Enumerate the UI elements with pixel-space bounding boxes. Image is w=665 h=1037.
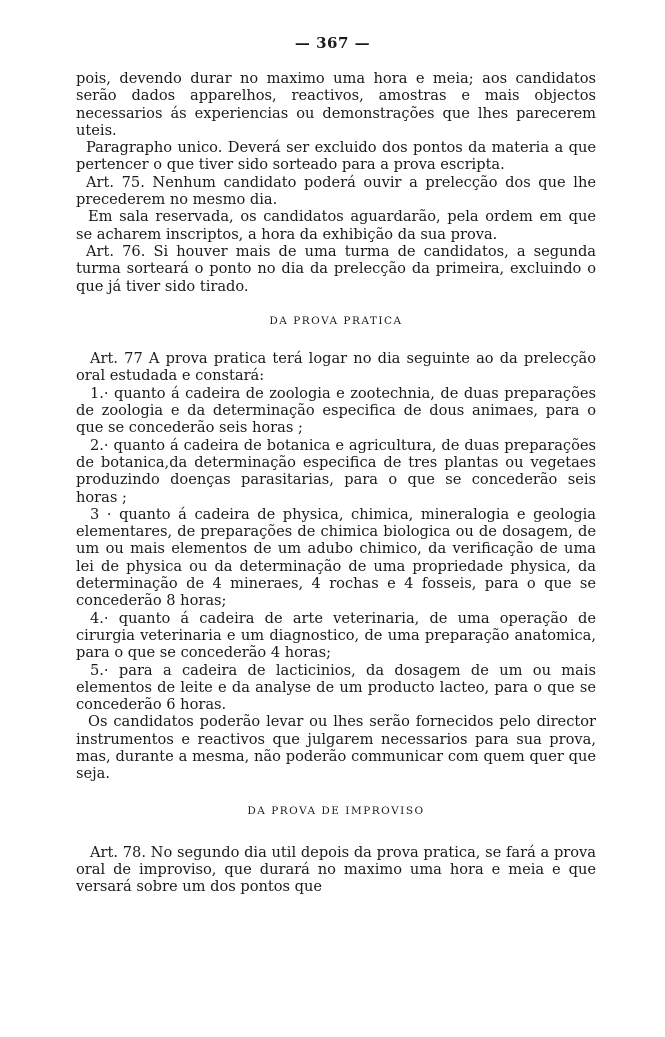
section-heading: DA PROVA PRATICA bbox=[269, 314, 403, 327]
paragraph: Art. 78. No segundo dia util depois da prova pratica, se fará a prova oral de improviso, que durará no maximo uma hora e meia e que versará sobre um dos pontos que bbox=[76, 843, 596, 896]
paragraph: Art. 75. Nenhum candidato poderá ouvir a prelecção dos que lhe precederem no mesmo dia. bbox=[76, 173, 596, 209]
section-heading: DA PROVA DE IMPROVISO bbox=[247, 804, 425, 817]
page-body bbox=[76, 70, 596, 896]
page-number: — 367 — bbox=[294, 34, 371, 52]
paragraph: Art. 76. Si houver mais de uma turma de candidatos, a segunda turma sorteará o ponto no dia da prelecção da primeira, excluindo o que já tiver sido tirado. bbox=[76, 242, 596, 295]
paragraph: 3 · quanto á cadeira de physica, chimica, mineralogia e geologia elementares, de preparações de chimica biologica ou de dosagem, de um ou mais elementos de um adubo chimico, da verificação de uma lei de physica ou da determinação de uma propriedade physica, da determinação de 4 mineraes, 4 rochas e 4 fosseis, para o que se concederão 8 horas; bbox=[76, 505, 596, 610]
paragraph: Paragrapho unico. Deverá ser excluido dos pontos da materia a que pertencer o que tiver sido sorteado para a prova escripta. bbox=[76, 139, 596, 174]
paragraph: Em sala reservada, os candidatos aguardarão, pela ordem em que se acharem inscriptos, a hora da exhibição da sua prova. bbox=[76, 208, 596, 243]
paragraph: 5.· para a cadeira de lacticinios, da dosagem de um ou mais elementos de leite e da analyse de um producto lacteo, para o que se concederão 6 horas. bbox=[76, 661, 596, 714]
paragraph: Os candidatos poderão levar ou lhes serão fornecidos pelo director instrumentos e reactivos que julgarem necessarios para sua prova, mas, durante a mesma, não poderão communicar com quem quer que seja. bbox=[76, 713, 596, 783]
paragraph: 4.· quanto á cadeira de arte veterinaria, de uma operação de cirurgia veterinaria e um diagnostico, de uma preparação anatomica, para o que se concederão 4 horas; bbox=[76, 609, 596, 662]
paragraph: pois, devendo durar no maximo uma hora e meia; aos candidatos serão dados apparelhos, reactivos, amostras e mais objectos necessarios ás experiencias ou demonstrações que lhes parecerem uteis. bbox=[76, 70, 596, 139]
paragraph: 2.· quanto á cadeira de botanica e agricultura, de duas preparações de botanica,da determinação especifica de tres plantas ou vegetaes produzindo doenças parasitarias, para o que se concederão seis horas ; bbox=[76, 436, 596, 506]
paragraph: 1.· quanto á cadeira de zoologia e zootechnia, de duas preparações de zoologia e da determinação especifica de dous animaes, para o que se concederão seis horas ; bbox=[76, 384, 596, 437]
paragraph: Art. 77 A prova pratica terá logar no dia seguinte ao da prelecção oral estudada e constará: bbox=[76, 350, 596, 385]
